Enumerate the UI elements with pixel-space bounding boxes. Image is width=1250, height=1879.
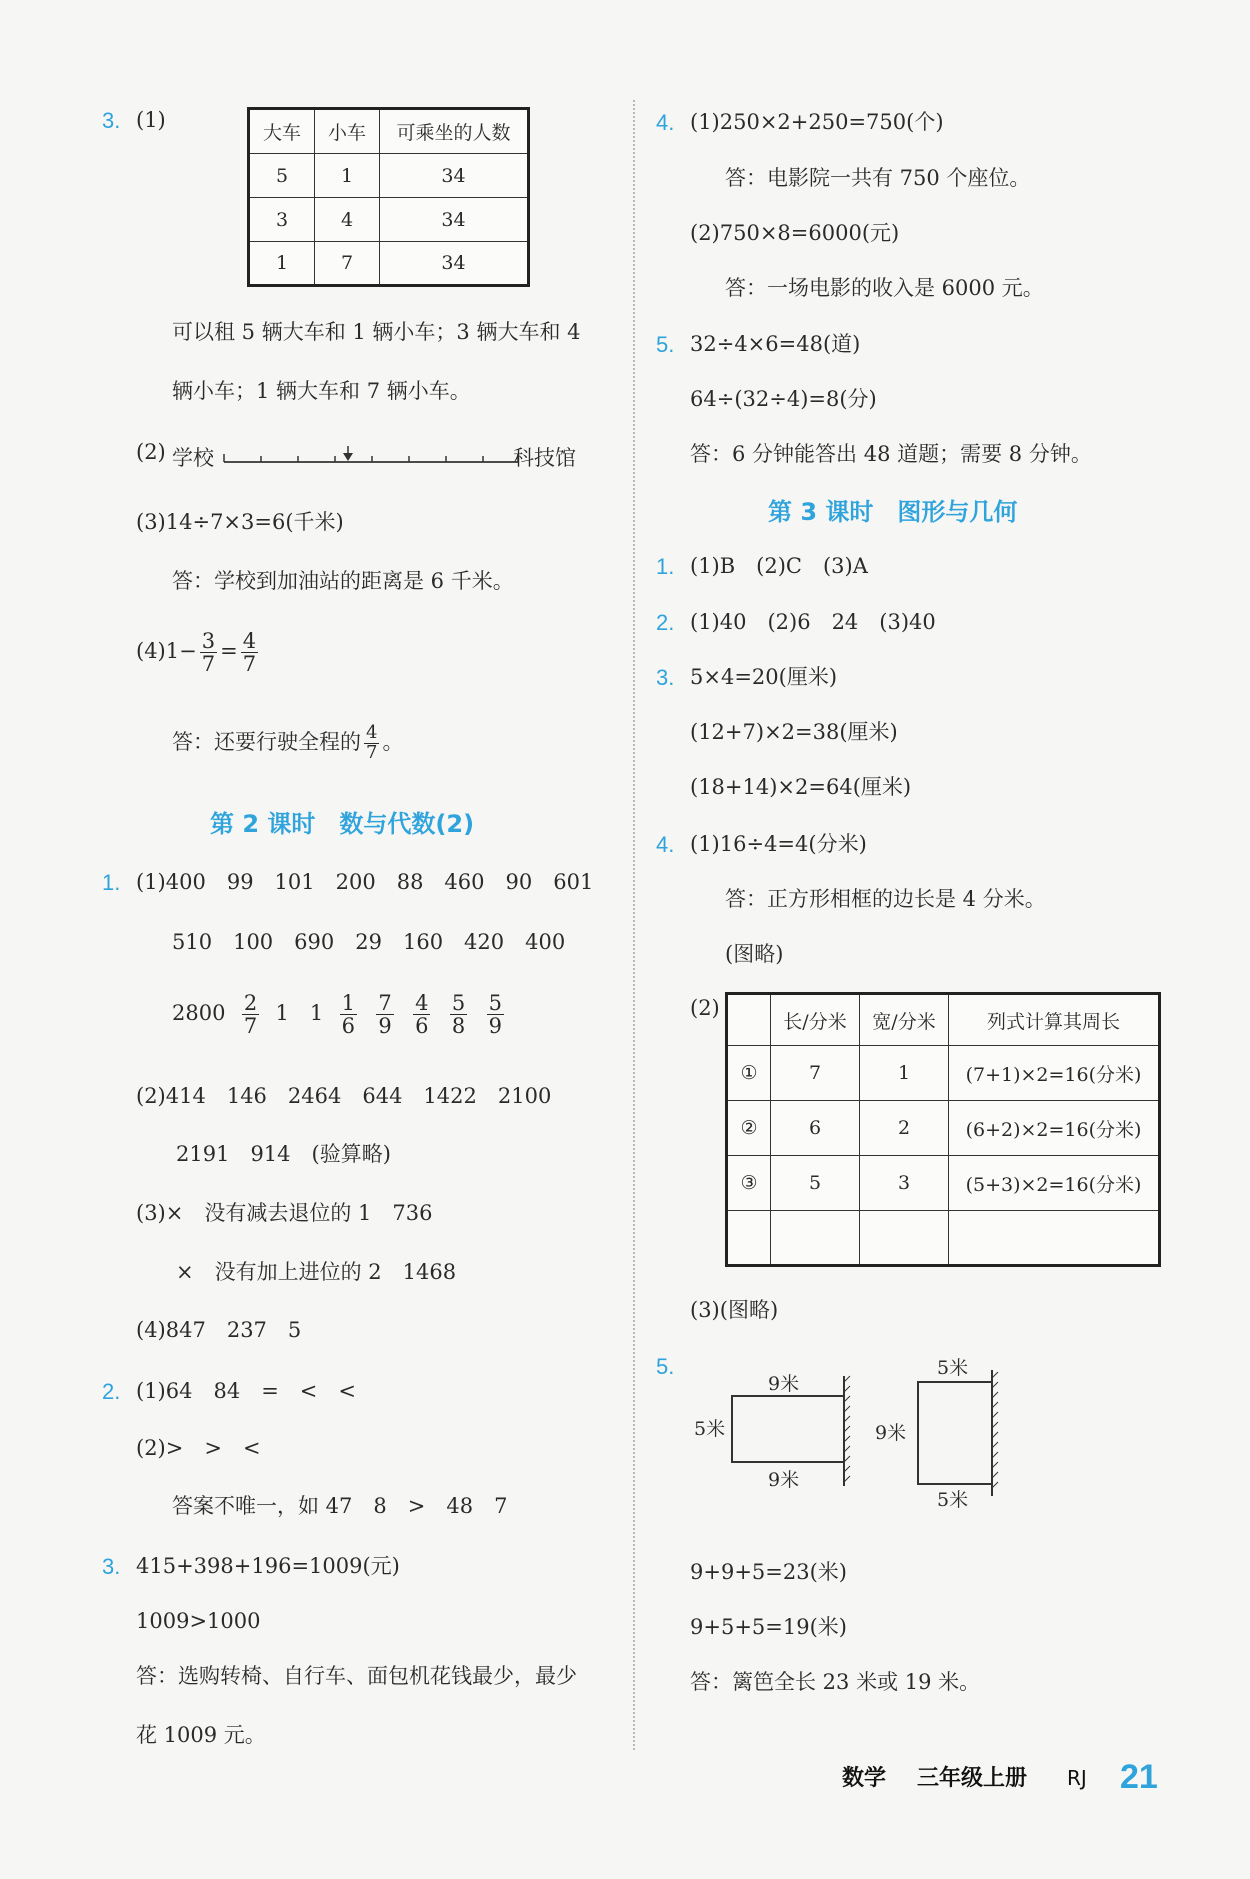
table-header (727, 994, 771, 1046)
table-cell: 4 (315, 198, 380, 242)
fraction-equation: (4)1− $\frac{3}{7}$ = $\frac{4}{7}$ (136, 629, 257, 677)
table-cell (949, 1211, 1160, 1266)
table-cell: 1 (860, 1046, 949, 1101)
table-cell: 1 (315, 154, 380, 198)
end-label: 科技馆 (513, 446, 576, 470)
perimeter-table (725, 992, 1161, 1267)
question-number: 2. (102, 1379, 121, 1404)
lesson-heading: 第 2 课时 数与代数(2) (210, 810, 475, 838)
table-cell (860, 1211, 949, 1266)
table-header: 宽/分米 (860, 994, 949, 1046)
fig1-left-label: 5米 (694, 1418, 726, 1440)
fig2-bottom-label: 5米 (937, 1489, 969, 1508)
table-cell: ② (727, 1101, 771, 1156)
answer-row: (1)40 (2)6 24 (3)40 (690, 610, 936, 634)
answer-row: (3)× 没有减去退位的 1 736 (136, 1201, 433, 1225)
table-cell (727, 1211, 771, 1266)
equation: 5×4=20(厘米) (690, 665, 838, 689)
answer-row: (1)400 99 101 200 88 460 90 601 (136, 870, 594, 894)
table-cell: 3 (249, 198, 315, 242)
sub-question-label: (2) (136, 440, 166, 464)
equation: 9+9+5=23(米) (690, 1560, 847, 1584)
table-cell: 5 (249, 154, 315, 198)
sub-question-label: (1) (136, 108, 166, 132)
bus-rental-table (247, 107, 530, 287)
answer-text: 辆小车；1 辆大车和 7 辆小车。 (172, 379, 471, 403)
fig1-top-label: 9米 (768, 1373, 800, 1395)
table-cell: 5 (771, 1156, 860, 1211)
table-cell: 7 (315, 242, 380, 286)
answer-text: 答案不唯一，如 47 8 > 48 7 (172, 1494, 508, 1518)
answer-text: 答：一场电影的收入是 6000 元。 (725, 276, 1044, 300)
equation: (18+14)×2=64(厘米) (690, 775, 912, 799)
table-header: 长/分米 (771, 994, 860, 1046)
table-cell: 1 (249, 242, 315, 286)
answer-row: (4)847 237 5 (136, 1318, 302, 1342)
fig2-left-label: 9米 (875, 1422, 907, 1444)
answer-row: 2191 914 (验算略) (176, 1142, 391, 1166)
answer-text: 答：电影院一共有 750 个座位。 (725, 166, 1031, 190)
equation: (1)16÷4=4(分米) (690, 832, 867, 856)
question-number: 3. (102, 1554, 121, 1579)
equation: 415+398+196=1009(元) (136, 1554, 400, 1578)
answer-row: × 没有加上进位的 2 1468 (176, 1260, 457, 1284)
answer-text: 答：6 分钟能答出 48 道题；需要 8 分钟。 (690, 442, 1092, 466)
fence-diagram-1 (690, 1362, 860, 1502)
table-header: 列式计算其周长 (949, 994, 1160, 1046)
table-cell: 34 (380, 198, 529, 242)
footer-grade: 三年级上册 (917, 1766, 1028, 1791)
equation: (2)750×8=6000(元) (690, 221, 900, 245)
question-number: 1. (102, 870, 121, 895)
equation: 9+5+5=19(米) (690, 1615, 847, 1639)
answer-row: (2)> > < (136, 1436, 261, 1460)
answer-row: (1)64 84 = < < (136, 1379, 356, 1403)
equation: (3)14÷7×3=6(千米) (136, 510, 344, 534)
answer-text: 可以租 5 辆大车和 1 辆小车；3 辆大车和 4 (172, 320, 581, 344)
question-number: 5. (656, 1354, 675, 1379)
table-cell: (6+2)×2=16(分米) (949, 1101, 1160, 1156)
table-cell: 34 (380, 154, 529, 198)
table-cell: (7+1)×2=16(分米) (949, 1046, 1160, 1101)
fig2-top-label: 5米 (937, 1357, 969, 1379)
answer-text: 答：学校到加油站的距离是 6 千米。 (172, 569, 514, 593)
equation: 64÷(32÷4)=8(分) (690, 387, 877, 411)
lesson-heading: 第 3 课时 图形与几何 (768, 498, 1018, 526)
equation: (12+7)×2=38(厘米) (690, 720, 898, 744)
equation: 1009>1000 (136, 1609, 261, 1633)
table-cell: 6 (771, 1101, 860, 1156)
sub-question-label: (2) (690, 996, 720, 1020)
table-cell: 34 (380, 242, 529, 286)
page-number: 21 (1120, 1758, 1158, 1796)
note-text: (图略) (725, 942, 784, 966)
question-number: 3. (102, 108, 121, 133)
table-header: 小车 (315, 109, 380, 154)
sub-question-label: (3)(图略) (690, 1298, 779, 1322)
distance-line-diagram (222, 440, 522, 470)
answer-text: 答：正方形相框的边长是 4 分米。 (725, 887, 1046, 911)
equation: (1)250×2+250=750(个) (690, 110, 944, 134)
question-number: 2. (656, 610, 675, 635)
answer-text: 花 1009 元。 (136, 1723, 266, 1747)
column-divider (633, 100, 635, 1750)
table-cell: ③ (727, 1156, 771, 1211)
fence-diagram-2 (873, 1348, 1003, 1508)
question-number: 4. (656, 832, 675, 857)
answer-text: 答：选购转椅、自行车、面包机花钱最少，最少 (136, 1664, 577, 1688)
table-cell (771, 1211, 860, 1266)
footer-edition: RJ (1067, 1766, 1087, 1790)
answer-text: 答：篱笆全长 23 米或 19 米。 (690, 1670, 981, 1694)
question-number: 3. (656, 665, 675, 690)
table-cell: 7 (771, 1046, 860, 1101)
answer-row: (1)B (2)C (3)A (690, 554, 868, 578)
table-cell: ① (727, 1046, 771, 1101)
fig1-bottom-label: 9米 (768, 1469, 800, 1491)
answer-row: (2)414 146 2464 644 1422 2100 (136, 1084, 552, 1108)
equation: 32÷4×6=48(道) (690, 332, 861, 356)
question-number: 5. (656, 332, 675, 357)
table-cell: 3 (860, 1156, 949, 1211)
table-cell: (5+3)×2=16(分米) (949, 1156, 1160, 1211)
answer-text: 答：还要行驶全程的 $\frac{4}{7}$ 。 (172, 722, 404, 763)
answer-row: 2800 $\frac{2}{7}$ 1 1 $\frac{1}{6}$ $\frac{7}{9}$ $\frac{4}{6}$ $\frac{5}{8}$ $\frac{5}{9}$ (172, 991, 502, 1039)
footer-subject: 数学 (842, 1766, 887, 1791)
table-header: 大车 (249, 109, 315, 154)
question-number: 1. (656, 554, 675, 579)
table-header: 可乘坐的人数 (380, 109, 529, 154)
answer-row: 510 100 690 29 160 420 400 (172, 930, 566, 954)
question-number: 4. (656, 110, 675, 135)
table-cell: 2 (860, 1101, 949, 1156)
start-label: 学校 (172, 446, 214, 470)
